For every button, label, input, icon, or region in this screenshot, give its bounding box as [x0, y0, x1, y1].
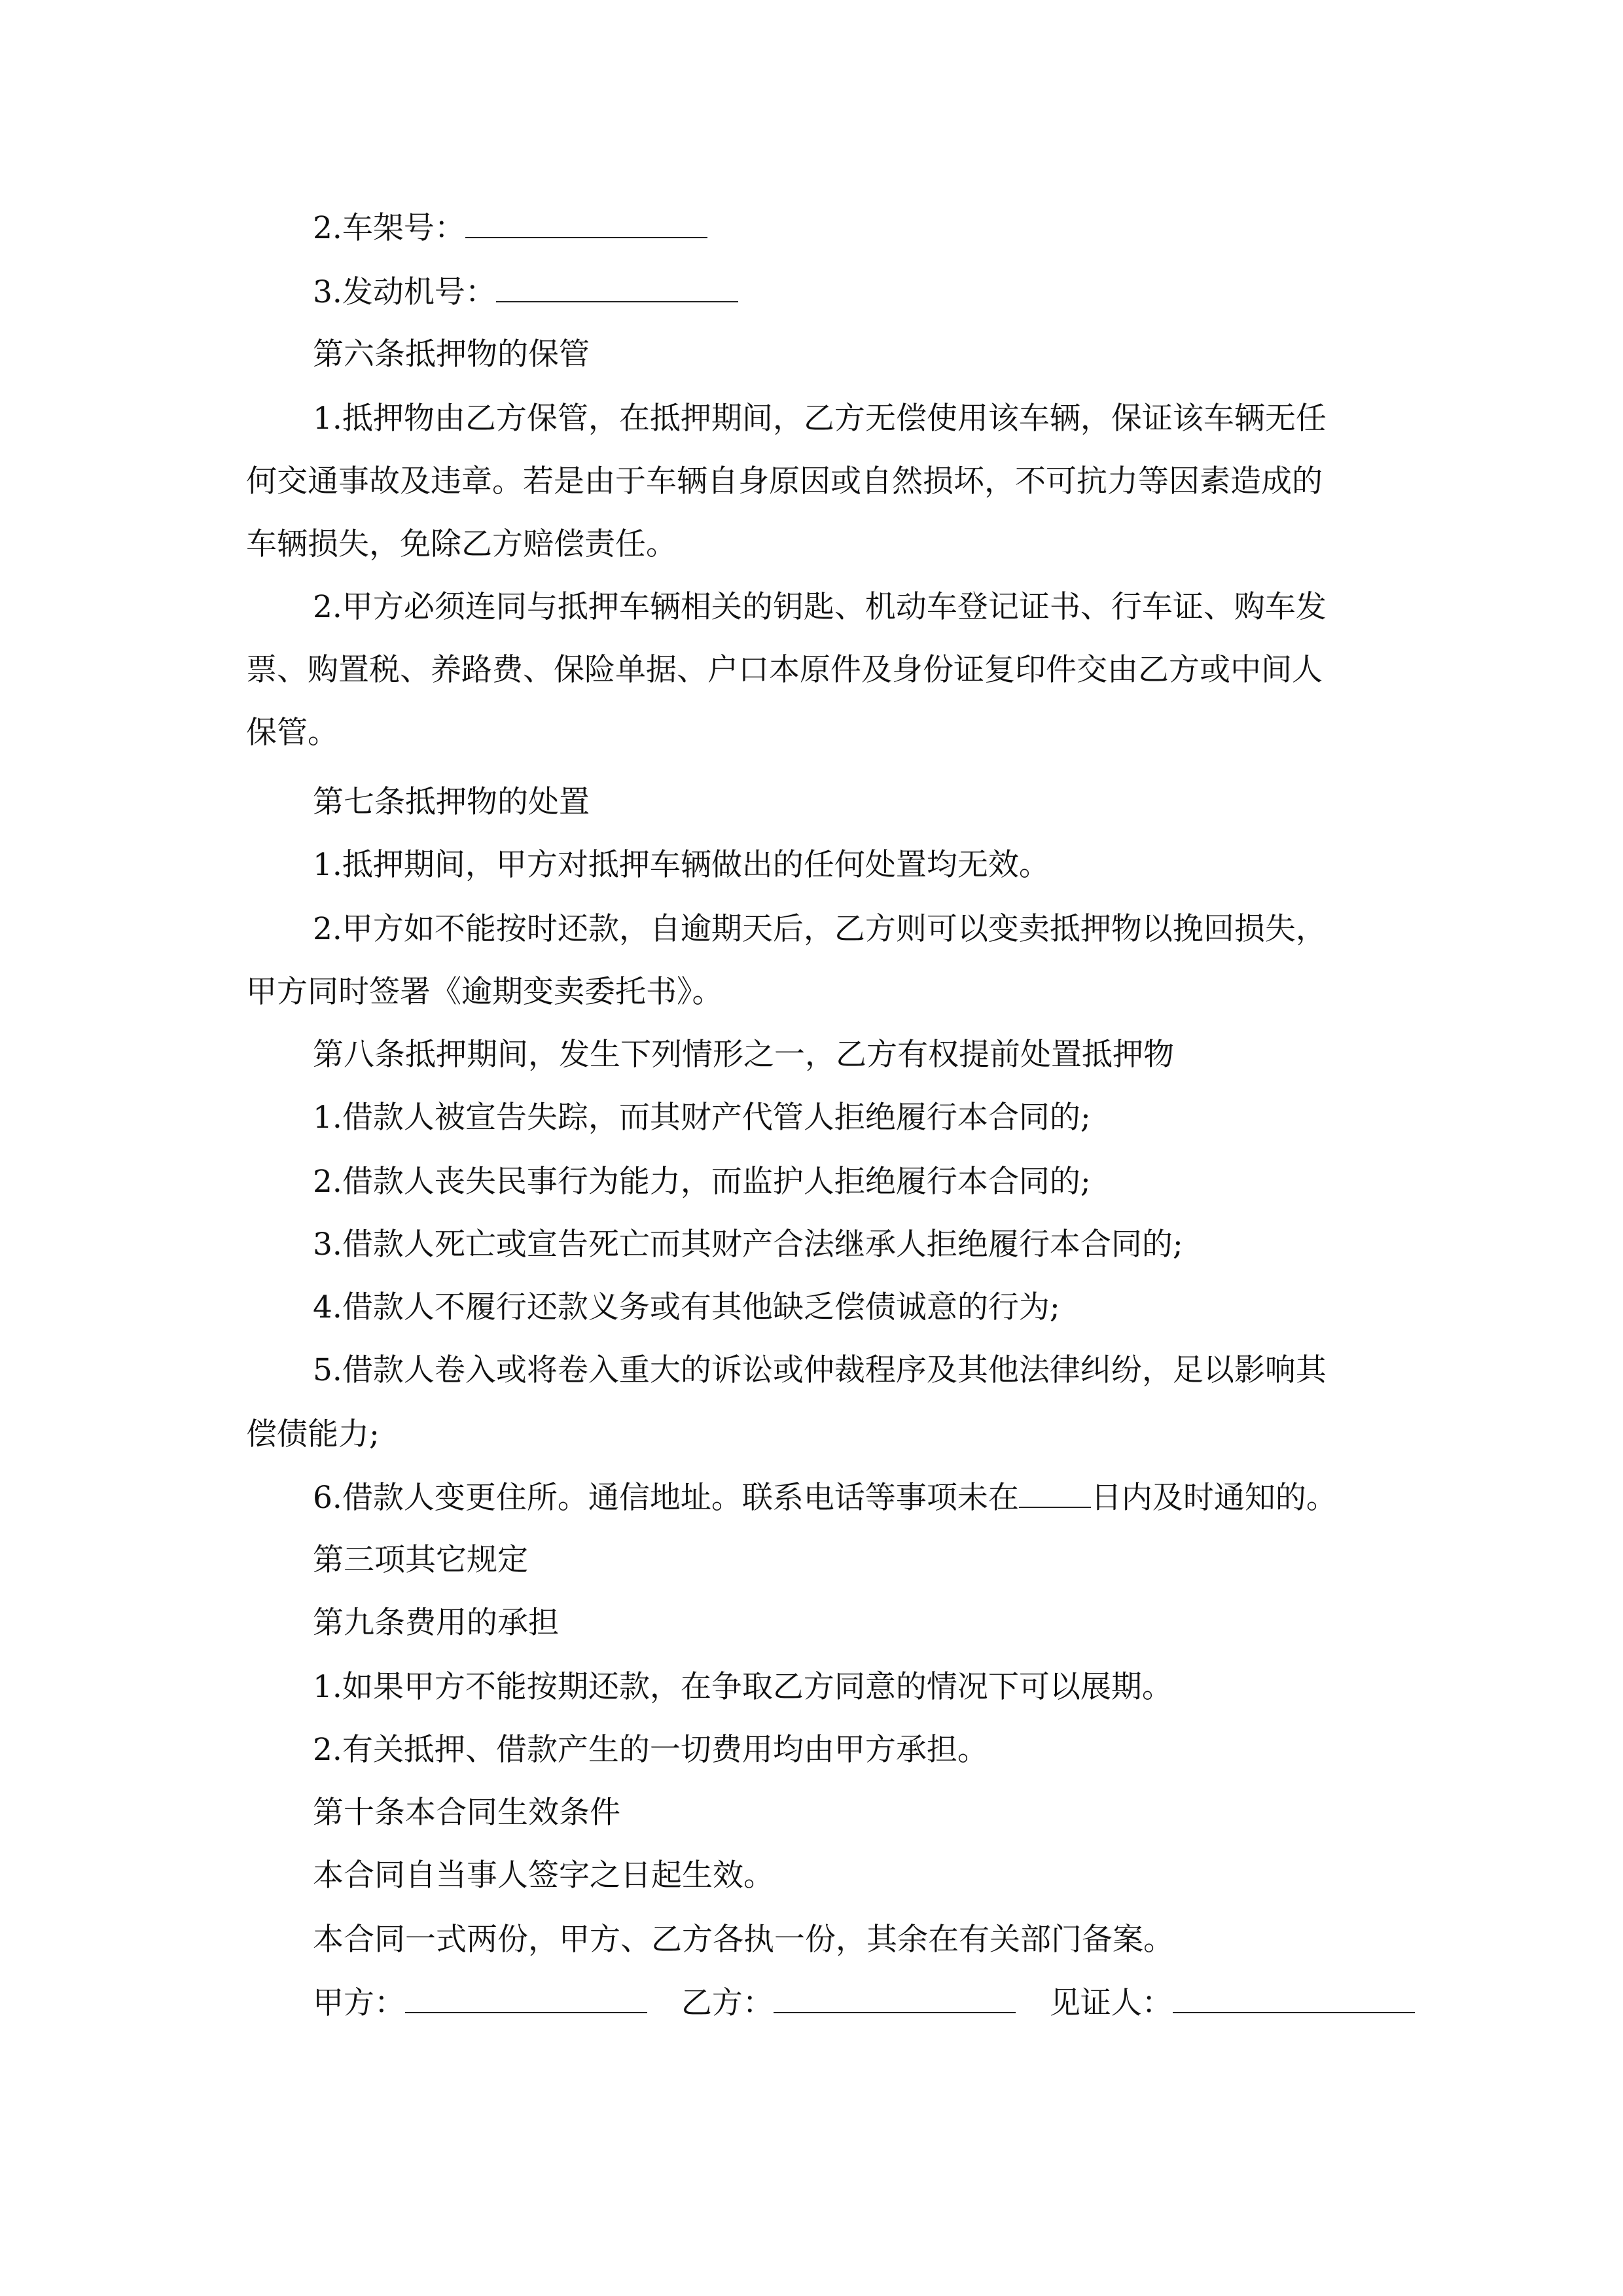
paragraph-line: 1.如果甲方不能按期还款，在争取乙方同意的情况下可以展期。: [313, 1669, 1173, 1705]
paragraph-line: 何交通事故及违章。若是由于车辆自身原因或自然损坏，不可抗力等因素造成的: [246, 463, 1323, 499]
paragraph-line: 票、购置税、养路费、保险单据、户口本原件及身份证复印件交由乙方或中间人: [246, 652, 1323, 688]
signature-line: [313, 1983, 1415, 2023]
notice-clause-after: 日内及时通知的。: [1090, 1480, 1337, 1516]
engine-number-label: 3.发动机号：: [313, 274, 496, 310]
article-10-heading: 第十条本合同生效条件: [313, 1795, 620, 1831]
line-notice-clause: [313, 1478, 1337, 1518]
frame-number-blank: [465, 208, 707, 238]
paragraph-line: 保管。: [246, 715, 338, 751]
paragraph-line: 本合同一式两份，甲方、乙方各执一份，其余在有关部门备案。: [313, 1922, 1174, 1958]
paragraph-line: 2.借款人丧失民事行为能力，而监护人拒绝履行本合同的;: [313, 1164, 1091, 1200]
party-a-label: 甲方：: [313, 1985, 405, 2021]
paragraph-line: 甲方同时签署《逾期变卖委托书》。: [246, 974, 723, 1010]
paragraph-line: 2.甲方必须连同与抵押车辆相关的钥匙、机动车登记证书、行车证、购车发: [313, 589, 1327, 625]
notice-clause-before: 6.借款人变更住所。通信地址。联系电话等事项未在: [313, 1480, 1019, 1516]
paragraph-line: 偿债能力;: [246, 1416, 380, 1452]
engine-number-blank: [496, 272, 738, 302]
line-engine-number: [313, 272, 738, 312]
paragraph-line: 2.有关抵押、借款产生的一切费用均由甲方承担。: [313, 1732, 988, 1768]
article-8-heading: 第八条抵押期间，发生下列情形之一，乙方有权提前处置抵押物: [313, 1037, 1174, 1073]
article-6-heading: 第六条抵押物的保管: [313, 336, 590, 372]
party-a-blank: [405, 1983, 647, 2013]
witness-label: 见证人：: [1049, 1985, 1173, 2021]
paragraph-line: 2.甲方如不能按时还款，自逾期天后，乙方则可以变卖抵押物以挽回损失，: [313, 911, 1327, 947]
paragraph-line: 1.借款人被宣告失踪，而其财产代管人拒绝履行本合同的;: [313, 1100, 1091, 1136]
article-7-heading: 第七条抵押物的处置: [313, 784, 590, 820]
witness-blank: [1173, 1983, 1415, 2013]
paragraph-line: 本合同自当事人签字之日起生效。: [313, 1857, 774, 1893]
article-9-heading: 第九条费用的承担: [313, 1605, 559, 1641]
party-b-blank: [774, 1983, 1016, 2013]
party-b-label: 乙方：: [681, 1985, 774, 2021]
paragraph-line: 车辆损失，免除乙方赔偿责任。: [246, 526, 677, 562]
notice-days-blank: [1019, 1478, 1091, 1508]
paragraph-line: 1.抵押期间，甲方对抵押车辆做出的任何处置均无效。: [313, 847, 1050, 883]
paragraph-line: 1.抵押物由乙方保管，在抵押期间，乙方无偿使用该车辆，保证该车辆无任: [313, 401, 1327, 437]
paragraph-line: 4.借款人不履行还款义务或有其他缺乏偿债诚意的行为;: [313, 1289, 1060, 1325]
frame-number-label: 2.车架号：: [313, 210, 465, 246]
line-frame-number: [313, 208, 707, 248]
paragraph-line: 3.借款人死亡或宣告死亡而其财产合法继承人拒绝履行本合同的;: [313, 1227, 1183, 1263]
section-3-heading: 第三项其它规定: [313, 1542, 528, 1578]
paragraph-line: 5.借款人卷入或将卷入重大的诉讼或仲裁程序及其他法律纠纷，足以影响其: [313, 1352, 1327, 1388]
